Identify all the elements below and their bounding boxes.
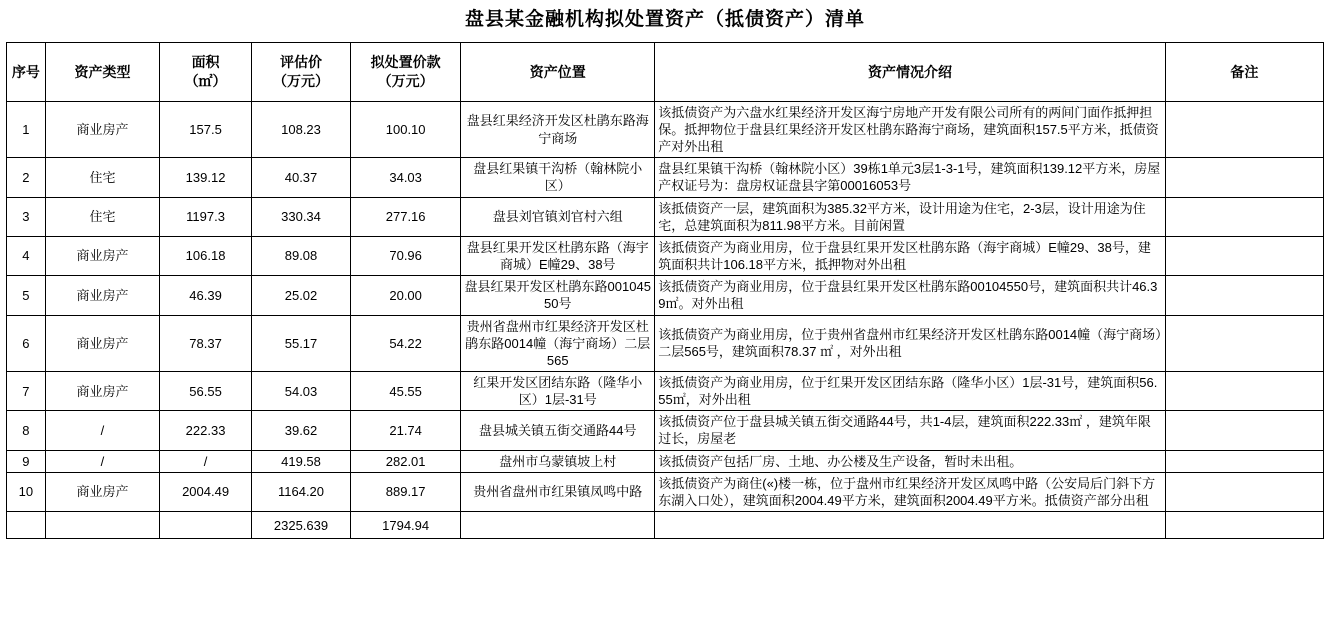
cell-area: 2004.49 xyxy=(160,472,252,511)
cell-area: 106.18 xyxy=(160,236,252,275)
cell-proposed-price: 277.16 xyxy=(351,197,461,236)
cell-note xyxy=(1165,371,1323,410)
cell-asset-type: / xyxy=(45,411,159,450)
column-header-eval-price-line1: 评估价 xyxy=(280,54,322,71)
cell-description: 该抵债资产为商业用房，位于红果开发区团结东路（隆华小区）1层-31号，建筑面积56.55㎡，对外出租 xyxy=(655,371,1165,410)
cell-description: 该抵债资产为商业用房，位于盘县红果开发区杜鹃东路00104550号，建筑面积共计46.39㎡。对外出租 xyxy=(655,276,1165,315)
cell-seq: 10 xyxy=(7,472,46,511)
table-row xyxy=(7,472,1324,511)
table-row xyxy=(7,371,1324,410)
column-header-description-line1: 资产情况介绍 xyxy=(867,63,952,80)
cell-total-area xyxy=(160,512,252,539)
cell-location: 盘州市乌蒙镇坡上村 xyxy=(461,450,655,472)
table-row xyxy=(7,197,1324,236)
cell-eval-price: 330.34 xyxy=(252,197,351,236)
cell-area: 46.39 xyxy=(160,276,252,315)
column-header-proposed-price xyxy=(351,42,461,101)
cell-note xyxy=(1165,315,1323,371)
cell-proposed-price: 34.03 xyxy=(351,158,461,197)
column-header-description xyxy=(655,42,1165,101)
cell-eval-price: 54.03 xyxy=(252,371,351,410)
cell-seq: 5 xyxy=(7,276,46,315)
table-row xyxy=(7,315,1324,371)
column-header-eval-price-line2: （万元） xyxy=(273,72,329,89)
cell-description: 该抵债资产包括厂房、土地、办公楼及生产设备，暂时未出租。 xyxy=(655,450,1165,472)
cell-location: 盘县红果经济开发区杜鹃东路海宁商场 xyxy=(461,101,655,157)
cell-area: 1197.3 xyxy=(160,197,252,236)
table-row xyxy=(7,101,1324,157)
column-header-area xyxy=(160,42,252,101)
column-header-note xyxy=(1165,42,1323,101)
cell-asset-type: / xyxy=(45,450,159,472)
cell-proposed-price: 45.55 xyxy=(351,371,461,410)
cell-note xyxy=(1165,276,1323,315)
cell-proposed-price: 70.96 xyxy=(351,236,461,275)
column-header-seq xyxy=(7,42,46,101)
cell-asset-type: 商业房产 xyxy=(45,315,159,371)
cell-seq: 6 xyxy=(7,315,46,371)
cell-seq: 8 xyxy=(7,411,46,450)
cell-seq: 3 xyxy=(7,197,46,236)
column-header-area-line2: （㎡） xyxy=(184,72,227,89)
cell-eval-price: 419.58 xyxy=(252,450,351,472)
cell-eval-price: 25.02 xyxy=(252,276,351,315)
cell-note xyxy=(1165,158,1323,197)
cell-seq: 4 xyxy=(7,236,46,275)
cell-asset-type: 商业房产 xyxy=(45,236,159,275)
table-row xyxy=(7,450,1324,472)
cell-total-asset-type xyxy=(45,512,159,539)
cell-location: 盘县城关镇五街交通路44号 xyxy=(461,411,655,450)
cell-area: 78.37 xyxy=(160,315,252,371)
table-header-row xyxy=(7,42,1324,101)
cell-proposed-price: 21.74 xyxy=(351,411,461,450)
table-row xyxy=(7,276,1324,315)
column-header-note-line1: 备注 xyxy=(1230,63,1259,80)
cell-area: / xyxy=(160,450,252,472)
cell-note xyxy=(1165,197,1323,236)
cell-location: 盘县红果镇干沟桥（翰林院小区） xyxy=(461,158,655,197)
cell-total-location xyxy=(461,512,655,539)
cell-asset-type: 住宅 xyxy=(45,197,159,236)
cell-area: 139.12 xyxy=(160,158,252,197)
cell-location: 盘县红果开发区杜鹃东路00104550号 xyxy=(461,276,655,315)
cell-note xyxy=(1165,450,1323,472)
cell-seq: 2 xyxy=(7,158,46,197)
cell-proposed-price: 282.01 xyxy=(351,450,461,472)
cell-location: 贵州省盘州市红果经济开发区杜鹃东路0014幢（海宁商场）二层565 xyxy=(461,315,655,371)
cell-asset-type: 住宅 xyxy=(45,158,159,197)
cell-eval-price: 89.08 xyxy=(252,236,351,275)
cell-area: 56.55 xyxy=(160,371,252,410)
cell-proposed-price: 54.22 xyxy=(351,315,461,371)
cell-asset-type: 商业房产 xyxy=(45,371,159,410)
cell-eval-price: 40.37 xyxy=(252,158,351,197)
column-header-eval-price xyxy=(252,42,351,101)
cell-total-eval-price: 2325.639 xyxy=(252,512,351,539)
table-row xyxy=(7,158,1324,197)
cell-description: 该抵债资产一层，建筑面积为385.32平方米，设计用途为住宅，2-3层，设计用途为住宅，总建筑面积为811.98平方米。目前闲置 xyxy=(655,197,1165,236)
table-total-row xyxy=(7,512,1324,539)
column-header-location xyxy=(461,42,655,101)
cell-total-description xyxy=(655,512,1165,539)
cell-note xyxy=(1165,411,1323,450)
cell-seq: 7 xyxy=(7,371,46,410)
table-body xyxy=(7,101,1324,538)
cell-total-seq xyxy=(7,512,46,539)
cell-eval-price: 1164.20 xyxy=(252,472,351,511)
cell-asset-type: 商业房产 xyxy=(45,276,159,315)
cell-note xyxy=(1165,236,1323,275)
table-row xyxy=(7,236,1324,275)
cell-total-note xyxy=(1165,512,1323,539)
cell-note xyxy=(1165,101,1323,157)
cell-area: 157.5 xyxy=(160,101,252,157)
cell-seq: 1 xyxy=(7,101,46,157)
column-header-seq-line1: 序号 xyxy=(11,63,40,80)
cell-location: 红果开发区团结东路（隆华小区）1层-31号 xyxy=(461,371,655,410)
cell-location: 贵州省盘州市红果镇凤鸣中路 xyxy=(461,472,655,511)
cell-seq: 9 xyxy=(7,450,46,472)
column-header-proposed-price-line1: 拟处置价款 xyxy=(370,54,441,71)
cell-location: 盘县红果开发区杜鹃东路（海宇商城）E幢29、38号 xyxy=(461,236,655,275)
cell-description: 该抵债资产为商业用房，位于盘县红果开发区杜鹃东路（海宇商城）E幢29、38号，建筑面积共计106.18平方米，抵押物对外出租 xyxy=(655,236,1165,275)
column-header-proposed-price-line2: （万元） xyxy=(377,72,434,89)
asset-list-table xyxy=(6,42,1324,539)
cell-area: 222.33 xyxy=(160,411,252,450)
cell-location: 盘县刘官镇刘官村六组 xyxy=(461,197,655,236)
cell-proposed-price: 889.17 xyxy=(351,472,461,511)
cell-description: 该抵债资产为商业用房，位于贵州省盘州市红果经济开发区杜鹃东路0014幢（海宁商场）二层565号，建筑面积78.37 ㎡ ，对外出租 xyxy=(655,315,1165,371)
cell-eval-price: 55.17 xyxy=(252,315,351,371)
column-header-area-line1: 面积 xyxy=(191,54,220,71)
cell-description: 盘县红果镇干沟桥（翰林院小区）39栋1单元3层1-3-1号，建筑面积139.12平方米，房屋产权证号为：盘房权证盘县字第00016053号 xyxy=(655,158,1165,197)
column-header-asset-type-line1: 资产类型 xyxy=(74,63,131,80)
cell-description: 该抵债资产位于盘县城关镇五街交通路44号，共1-4层，建筑面积222.33㎡ ，建筑年限过长，房屋老 xyxy=(655,411,1165,450)
cell-proposed-price: 100.10 xyxy=(351,101,461,157)
cell-asset-type: 商业房产 xyxy=(45,472,159,511)
cell-description: 该抵债资产为六盘水红果经济开发区海宁房地产开发有限公司所有的两间门面作抵押担保。抵押物位于盘县红果经济开发区杜鹃东路海宁商场，建筑面积157.5平方米，抵债资产对外出租 xyxy=(655,101,1165,157)
column-header-asset-type xyxy=(45,42,159,101)
cell-eval-price: 108.23 xyxy=(252,101,351,157)
cell-description: 该抵债资产为商住(«)楼一栋，位于盘州市红果经济开发区凤鸣中路（公安局后门斜下方东湖入口处），建筑面积2004.49平方米，建筑面积2004.49平方米。抵债资产部分出租 xyxy=(655,472,1165,511)
cell-eval-price: 39.62 xyxy=(252,411,351,450)
cell-total-proposed-price: 1794.94 xyxy=(351,512,461,539)
page-title: 盘县某金融机构拟处置资产（抵债资产）清单 xyxy=(464,9,865,30)
cell-note xyxy=(1165,472,1323,511)
cell-asset-type: 商业房产 xyxy=(45,101,159,157)
table-header xyxy=(7,42,1324,101)
column-header-location-line1: 资产位置 xyxy=(529,63,586,80)
cell-proposed-price: 20.00 xyxy=(351,276,461,315)
table-row xyxy=(7,411,1324,450)
